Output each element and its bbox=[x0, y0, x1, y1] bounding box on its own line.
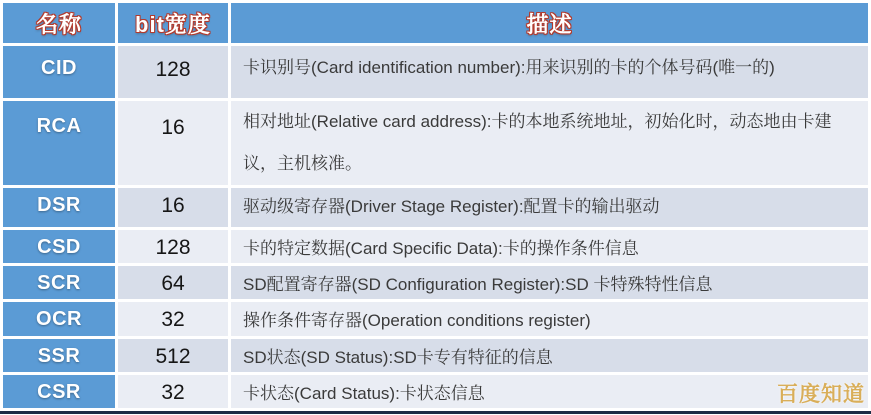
register-name-cell: CSR bbox=[3, 375, 115, 408]
register-name-cell: RCA bbox=[3, 101, 115, 185]
table-header-row bbox=[3, 3, 868, 43]
table-row-csr bbox=[3, 375, 868, 408]
column-header-description: 描述 bbox=[231, 3, 868, 43]
table-bottom-rule bbox=[0, 411, 871, 414]
register-name-cell: CID bbox=[3, 46, 115, 98]
description-cell: SD配置寄存器(SD Configuration Register):SD 卡特殊特性信息 bbox=[231, 266, 868, 299]
bit-width-cell: 128 bbox=[118, 230, 228, 263]
register-name-cell: SSR bbox=[3, 339, 115, 372]
bit-width-cell: 512 bbox=[118, 339, 228, 372]
register-name-cell: SCR bbox=[3, 266, 115, 299]
table-row-rca bbox=[3, 101, 868, 185]
description-cell: 驱动级寄存器(Driver Stage Register):配置卡的输出驱动 bbox=[231, 188, 868, 227]
register-name-cell: DSR bbox=[3, 188, 115, 227]
description-cell: 卡状态(Card Status):卡状态信息 bbox=[231, 375, 868, 408]
bit-width-cell: 128 bbox=[118, 46, 228, 98]
description-cell: SD状态(SD Status):SD卡专有特征的信息 bbox=[231, 339, 868, 372]
baidu-zhidao-watermark: 百度知道 bbox=[777, 383, 865, 406]
column-header-bit-width: bit宽度 bbox=[118, 3, 228, 43]
register-name-cell: OCR bbox=[3, 302, 115, 336]
description-cell: 卡识别号(Card identification number):用来识别的卡的个体号码(唯一的) bbox=[231, 46, 868, 98]
table-row-scr bbox=[3, 266, 868, 299]
bit-width-cell: 32 bbox=[118, 375, 228, 408]
description-cell: 操作条件寄存器(Operation conditions register) bbox=[231, 302, 868, 336]
bit-width-cell: 16 bbox=[118, 188, 228, 227]
table-row-ocr bbox=[3, 302, 868, 336]
table-row-dsr bbox=[3, 188, 868, 227]
description-cell: 卡的特定数据(Card Specific Data):卡的操作条件信息 bbox=[231, 230, 868, 263]
register-name-cell: CSD bbox=[3, 230, 115, 263]
bit-width-cell: 16 bbox=[118, 101, 228, 185]
table-row-csd bbox=[3, 230, 868, 263]
table-row-ssr bbox=[3, 339, 868, 372]
column-header-name: 名称 bbox=[3, 3, 115, 43]
bit-width-cell: 32 bbox=[118, 302, 228, 336]
table-row-cid bbox=[3, 46, 868, 98]
description-cell: 相对地址(Relative card address):卡的本地系统地址，初始化时，动态地由卡建议，主机核准。 bbox=[231, 101, 868, 185]
bit-width-cell: 64 bbox=[118, 266, 228, 299]
